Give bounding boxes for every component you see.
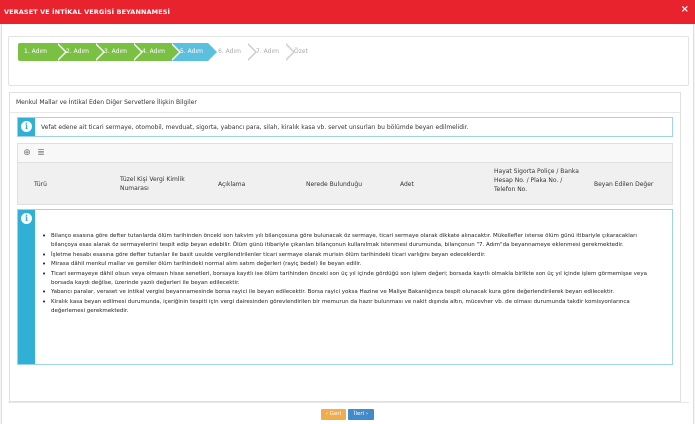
step-label: 2. Adım — [66, 48, 89, 55]
step-label: 7. Adım — [256, 48, 279, 55]
note-item: • Mirasa dâhil menkul mallar ve gemiler ölüm tarihindeki normal alım satım değerleri (rayiç bedel) ile beyan edilir. — [41, 260, 665, 269]
next-button[interactable]: İleri › — [348, 409, 374, 420]
note-item: • Bilanço esasına göre defter tutanlarda ölüm tarihinden önceki son takvim yılı bilançosuna göre bulunacak öz sermaye, ticari sermaye olarak dikkate alınacaktır. Mükellefler isterse ölüm günü itibariyle çıkaracakları bilançoya esas alarak öz sermayelerini tespit edip beyan edebilir. Ölüm günü itibariyle çıkarılan bilançonun kullanılmak istenmesi durumunda, bilançonun "7. Adım"da beyannameye eklenmesi gerekmektedir. — [41, 232, 665, 251]
info-icon-box — [18, 210, 35, 364]
step-list — [18, 43, 418, 61]
info-icon: i — [21, 121, 32, 132]
assets-grid — [17, 143, 673, 205]
note-item: • Ticari sermayeye dâhil olsun veya olmasın hisse senetleri, borsaya kayıtlı ise ölüm tarihinden önceki son üç yıl içinde gördüğü son işlem değeri; borsada kayıtlı olmakla birlikte son üç yıl içinde işlem görmemişse veya borsada kaydı değilse, üzerinde yazılı değerleri ile beyan edilecektir. — [41, 270, 665, 289]
col-type: Türü — [34, 181, 47, 188]
note-item: • Yabancı paralar, veraset ve intikal vergisi beyannamesinde borsa rayici ile beyan edilecektir. Borsa rayici yoksa Hazine ve Maliye Bakanlığınca tespit olunacak kura göre değerlendirilerek beyan edilecektir. — [41, 288, 665, 297]
step-1[interactable] — [18, 43, 56, 61]
info-text: Vefat edene ait ticari sermaye, otomobil, mevduat, sigorta, yabancı para, silah, kiralık kasa vb. servet unsurları bu bölümde beyan edilmelidir. — [41, 124, 469, 131]
col-description: Açıklama — [218, 181, 246, 188]
window-title: VERASET VE İNTİKAL VERGİSİ BEYANNAMESİ — [4, 8, 171, 16]
step-label: Özet — [294, 48, 308, 55]
info-icon: i — [21, 213, 32, 224]
back-button[interactable]: ‹ Geri — [321, 409, 346, 420]
col-quantity: Adet — [400, 181, 414, 188]
step-label: 6. Adım — [218, 48, 241, 55]
add-icon[interactable]: ⊕ — [23, 148, 31, 158]
info-icon-box — [18, 118, 35, 136]
step-label: 3. Adım — [104, 48, 127, 55]
window-titlebar — [0, 0, 695, 24]
step-label: 1. Adım — [24, 48, 47, 55]
col-declared-value: Beyan Edilen Değer — [594, 181, 654, 188]
step-label: 4. Adım — [142, 48, 165, 55]
note-item: • İşletme hesabı esasına göre defter tutanlar ile basit usulde vergilendirilenler ticari sermaye olarak murisin ölüm tarihindeki ticari varlığını beyan edeceklerdir. — [41, 251, 665, 260]
main-panel — [1, 24, 694, 424]
col-policy-account: Hayat Sigorta Poliçe / Banka Hesap No. / Plaka No. / Telefon No. — [494, 168, 579, 193]
step-label: 5. Adım — [180, 48, 203, 55]
col-location: Nerede Bulunduğu — [306, 181, 363, 188]
note-item: • Kiralık kasa beyan edilmesi durumunda, içeriğinin tespiti için vergi dairesinden görevlendirilen bir memurun da hazır bulunması ve nakit dışında altın, mücevher vb. de olması durumunda takdir komisyonlarınca değerlemesi gerekmektedir. — [41, 298, 665, 317]
close-icon[interactable]: × — [680, 4, 689, 15]
grid-header — [18, 162, 672, 204]
wizard-steps — [8, 36, 689, 86]
divider — [8, 402, 689, 403]
notes-alert — [17, 209, 673, 365]
list-icon[interactable]: ≣ — [37, 148, 45, 158]
notes-list — [41, 232, 665, 317]
section-title: Menkul Mallar ve İntikal Eden Diğer Servetlere İlişkin Bilgiler — [10, 93, 680, 113]
info-alert — [17, 117, 673, 137]
col-tax-id: Tüzel Kişi Vergi Kimlik Numarası — [120, 176, 185, 192]
movable-assets-section — [9, 92, 681, 402]
